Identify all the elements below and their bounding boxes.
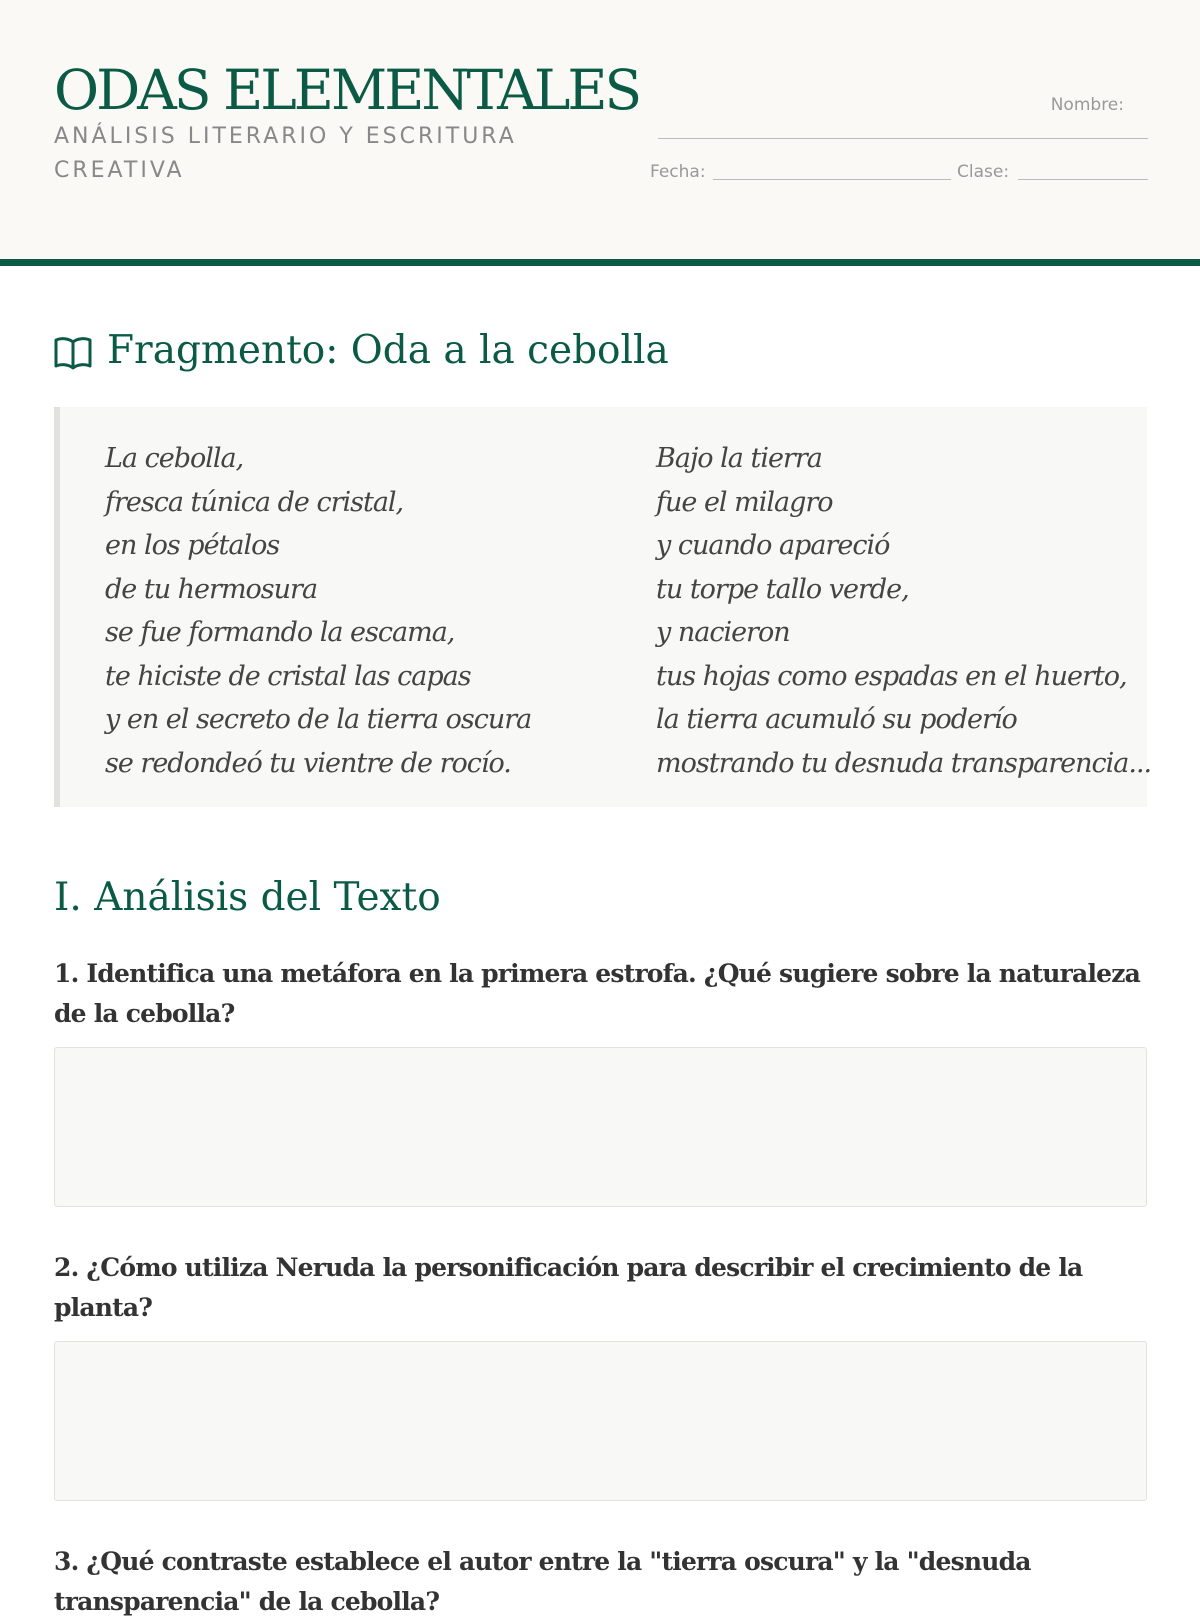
poem-line: y en el secreto de la tierra oscura <box>105 704 532 735</box>
poem-line: de tu hermosura <box>105 573 318 605</box>
poem-line: y nacieron <box>656 617 790 648</box>
poem-column-left <box>105 437 531 785</box>
poem-line: te hiciste de cristal las capas <box>105 660 471 692</box>
poem-line: fresca túnica de cristal, <box>105 486 404 518</box>
poem-line: la tierra acumuló su poderío <box>656 704 1017 735</box>
name-label: Nombre: <box>1050 95 1124 115</box>
analysis-section-title: I. Análisis del Texto <box>54 875 441 920</box>
poem-line: tus hojas como espadas en el huerto, <box>656 660 1127 692</box>
question-2: 2. ¿Cómo utiliza Neruda la personificación para describir el crecimiento de la planta? <box>54 1253 1083 1322</box>
poem-line: fue el milagro <box>656 486 833 518</box>
poem-line: mostrando tu desnuda transparencia... <box>656 747 1152 779</box>
poem-line: Bajo la tierra <box>656 443 822 474</box>
class-field-line[interactable] <box>1018 179 1148 180</box>
question-3: 3. ¿Qué contraste establece el autor entre la "tierra oscura" y la "desnuda transparencia" de la cebolla? <box>54 1547 1031 1616</box>
poem-line: se fue formando la escama, <box>105 617 455 648</box>
book-icon <box>54 336 92 370</box>
class-label: Clase: <box>957 162 1010 182</box>
poem-line: en los pétalos <box>105 530 280 561</box>
answer-box-2[interactable] <box>54 1341 1147 1501</box>
fragment-title: Fragmento: Oda a la cebolla <box>107 328 669 373</box>
poem-line: La cebolla, <box>105 443 244 474</box>
name-field-line[interactable] <box>658 138 1148 139</box>
date-label: Fecha: <box>650 162 706 182</box>
poem-line: se redondeó tu vientre de rocío. <box>105 747 511 779</box>
page-title: ODAS ELEMENTALES <box>54 58 640 122</box>
poem-line: y cuando apareció <box>656 530 890 561</box>
date-field-line[interactable] <box>713 179 951 180</box>
answer-box-1[interactable] <box>54 1047 1147 1207</box>
question-1: 1. Identifica una metáfora en la primera estrofa. ¿Qué sugiere sobre la naturaleza de la cebolla? <box>54 959 1141 1028</box>
page-subtitle: ANÁLISIS LITERARIO Y ESCRITURA CREATIVA <box>54 124 517 183</box>
poem-line: tu torpe tallo verde, <box>656 573 909 605</box>
worksheet-header <box>0 0 1200 266</box>
poem-column-right <box>656 437 1151 785</box>
poem-fragment-box <box>54 407 1152 807</box>
